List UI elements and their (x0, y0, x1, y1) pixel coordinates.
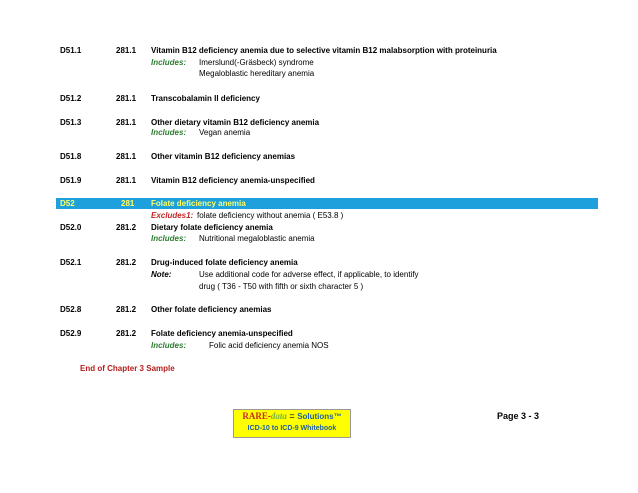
includes-label: Includes: (151, 234, 187, 243)
row-desc: Folate deficiency anemia (151, 199, 246, 208)
row-icd9: 281.2 (116, 305, 137, 314)
note-text: drug ( T36 - T50 with fifth or sixth character 5 ) (199, 282, 364, 291)
brand-logo-box (233, 409, 351, 438)
row-icd9: 281.2 (116, 329, 137, 338)
row-code: D51.9 (60, 176, 82, 185)
end-of-chapter-text: End of Chapter 3 Sample (80, 364, 175, 373)
row-icd9: 281.2 (116, 223, 137, 232)
row-code: D52.0 (60, 223, 82, 232)
brand-data: data (270, 411, 287, 421)
brand-title (234, 411, 350, 421)
row-desc: Folate deficiency anemia-unspecified (151, 329, 293, 338)
row-desc: Drug-induced folate deficiency anemia (151, 258, 298, 267)
includes-text: Megaloblastic hereditary anemia (199, 69, 315, 78)
row-code: D51.2 (60, 94, 82, 103)
row-icd9: 281.1 (116, 46, 137, 55)
row-icd9: 281.1 (116, 118, 137, 127)
brand-subtitle: ICD-10 to ICD-9 Whitebook (247, 425, 337, 432)
row-code: D51.8 (60, 152, 82, 161)
excludes1-label: Excludes1: (151, 211, 194, 220)
note-label: Note: (151, 270, 172, 279)
row-code: D51.1 (60, 46, 82, 55)
includes-text: Nutritional megaloblastic anemia (199, 234, 315, 243)
row-code: D52 (60, 199, 75, 208)
includes-label: Includes: (151, 128, 187, 137)
row-icd9: 281 (121, 199, 135, 208)
includes-text: Imerslund(-Gräsbeck) syndrome (199, 58, 314, 67)
brand-dash: - (267, 411, 271, 421)
excludes1-text: folate deficiency without anemia ( E53.8 ) (197, 211, 344, 220)
row-code: D52.8 (60, 305, 82, 314)
includes-label: Includes: (151, 58, 187, 67)
row-desc: Other folate deficiency anemias (151, 305, 272, 314)
brand-solutions: Solutions™ (297, 412, 342, 421)
row-icd9: 281.1 (116, 94, 137, 103)
row-desc: Transcobalamin II deficiency (151, 94, 260, 103)
row-code: D52.9 (60, 329, 82, 338)
row-icd9: 281.2 (116, 258, 137, 267)
includes-text: Folic acid deficiency anemia NOS (209, 341, 329, 350)
row-code: D52.1 (60, 258, 82, 267)
brand-eq: = (289, 411, 295, 421)
includes-text: Vegan anemia (199, 128, 251, 137)
row-desc: Other vitamin B12 deficiency anemias (151, 152, 296, 161)
highlight-bar (56, 198, 598, 209)
row-desc: Dietary folate deficiency anemia (151, 223, 273, 232)
row-desc: Other dietary vitamin B12 deficiency anemia (151, 118, 320, 127)
includes-label: Includes: (151, 341, 187, 350)
note-text: Use additional code for adverse effect, if applicable, to identify (199, 270, 419, 279)
row-desc: Vitamin B12 deficiency anemia due to selective vitamin B12 malabsorption with proteinuria (151, 46, 497, 55)
row-code: D51.3 (60, 118, 82, 127)
row-icd9: 281.1 (116, 152, 137, 161)
row-icd9: 281.1 (116, 176, 137, 185)
row-desc: Vitamin B12 deficiency anemia-unspecified (151, 176, 315, 185)
page-number: Page 3 - 3 (497, 411, 540, 421)
brand-rare: RARE (242, 411, 268, 421)
